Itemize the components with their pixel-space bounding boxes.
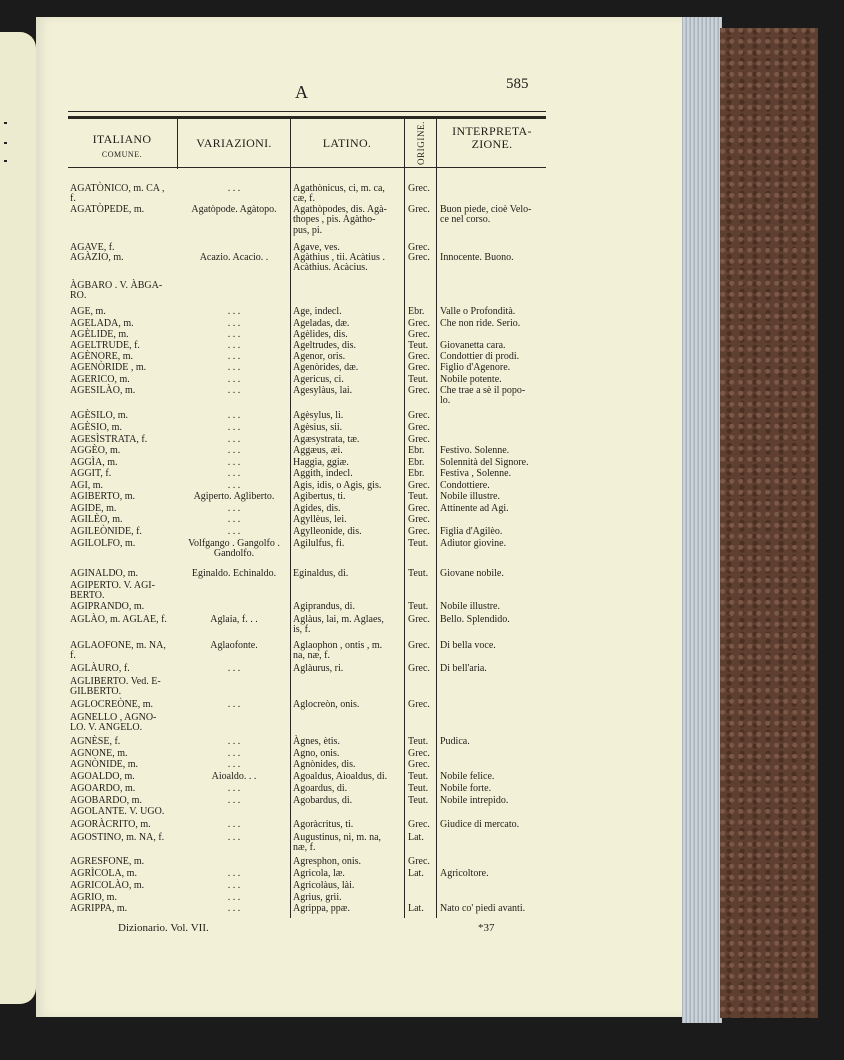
- entry-variazioni: . . .: [227, 306, 241, 317]
- entry-latino: Agenor, oris.: [293, 351, 346, 362]
- entry-interpretazione: Nobile forte.: [440, 783, 492, 794]
- entry-latino: Agnònides, dis.: [293, 759, 356, 770]
- entry-interpretazione: Adiutor giovine.: [440, 538, 507, 549]
- entry-origine: Teut.: [408, 601, 429, 612]
- entry-origine: Teut.: [408, 771, 429, 782]
- entry-origine: Grec.: [408, 329, 430, 340]
- entry-latino: Agrippa, ppæ.: [293, 903, 350, 914]
- entry-interpretazione: Condottiere.: [440, 480, 490, 491]
- entry-interpretazione: Bello. Splendido.: [440, 614, 510, 625]
- entry-variazioni: . . .: [227, 759, 241, 770]
- entry-variazioni: . . .: [227, 868, 241, 879]
- entry-latino: Ageladas, dæ.: [293, 318, 350, 329]
- entry-origine: Grec.: [408, 242, 430, 253]
- entry-origine: Grec.: [408, 819, 430, 830]
- entry-latino: Agilulfus, fi.: [293, 538, 345, 549]
- entry-interpretazione: Pudica.: [440, 736, 470, 747]
- entry-variazioni: . . .: [227, 362, 241, 373]
- entry-italiano: AGNELLO , AGNO- LO. V. ANGELO.: [70, 712, 157, 734]
- column-divider: [436, 118, 437, 918]
- entry-origine: Lat.: [408, 832, 424, 843]
- entry-italiano: AGIDE, m.: [70, 503, 117, 514]
- entry-origine: Grec.: [408, 362, 430, 373]
- entry-interpretazione: Festiva , Solenne.: [440, 468, 512, 479]
- entry-italiano: AGRIO, m.: [70, 892, 117, 903]
- footer-signature: *37: [478, 922, 495, 934]
- entry-variazioni: . . .: [227, 340, 241, 351]
- entry-origine: Grec.: [408, 503, 430, 514]
- column-header-variazioni: VARIAZIONI.: [196, 136, 272, 150]
- entry-italiano: AGE, m.: [70, 306, 106, 317]
- entry-variazioni: . . .: [227, 819, 241, 830]
- column-header-origine-label: ORIGINE.: [416, 120, 426, 166]
- column-header-latino: LATINO.: [322, 136, 372, 150]
- entry-latino: Aggæus, æi.: [293, 445, 343, 456]
- entry-origine: Grec.: [408, 514, 430, 525]
- entry-latino: Agericus, ci.: [293, 374, 344, 385]
- entry-variazioni: Agiperto. Agliberto.: [193, 491, 275, 502]
- entry-variazioni: . . .: [227, 880, 241, 891]
- entry-italiano: ÀGBARO . V. ÀBGA- RO.: [70, 280, 163, 302]
- entry-italiano: AGESÌSTRATA, f.: [70, 434, 148, 445]
- entry-italiano: AGATÒPEDE, m.: [70, 204, 145, 215]
- entry-variazioni: Agatòpode. Agàtopo.: [191, 204, 277, 215]
- entry-origine: Grec.: [408, 204, 430, 215]
- entry-italiano: AGÈSIO, m.: [70, 422, 122, 433]
- entry-italiano: AGINALDO, m.: [70, 568, 139, 579]
- entry-italiano: AGRIPPA, m.: [70, 903, 128, 914]
- entry-latino: Agylleonide, dis.: [293, 526, 362, 537]
- entry-italiano: AGÈNORE, m.: [70, 351, 134, 362]
- entry-latino: Agàthius , tii. Acàtius . Acàthius. Acàcius.: [293, 252, 385, 274]
- entry-origine: Teut.: [408, 795, 429, 806]
- entry-latino: Aglocreòn, onis.: [293, 699, 360, 710]
- entry-interpretazione: Giovane nobile.: [440, 568, 504, 579]
- entry-variazioni: . . .: [227, 445, 241, 456]
- entry-variazioni: . . .: [227, 374, 241, 385]
- entry-variazioni: Acazio. Acacio. .: [199, 252, 269, 263]
- entry-italiano: AGIBERTO, m.: [70, 491, 136, 502]
- entry-origine: Lat.: [408, 868, 424, 879]
- entry-variazioni: . . .: [227, 526, 241, 537]
- entry-origine: Teut.: [408, 736, 429, 747]
- entry-variazioni: . . .: [227, 832, 241, 843]
- entry-latino: Àgnes, ètis.: [293, 736, 340, 747]
- entry-latino: Agoaldus, Aioaldus, di.: [293, 771, 388, 782]
- entry-italiano: AGAVE, f.: [70, 242, 115, 253]
- entry-origine: Grec.: [408, 856, 430, 867]
- entry-italiano: AGILÈO, m.: [70, 514, 123, 525]
- entry-italiano: AGOALDO, m.: [70, 771, 135, 782]
- column-divider: [177, 118, 178, 169]
- column-header-italiano: [70, 133, 174, 161]
- entry-interpretazione: Nobile illustre.: [440, 601, 500, 612]
- entry-latino: Aglàus, lai, m. Aglaes, is, f.: [293, 614, 384, 636]
- entry-italiano: AGOSTINO, m. NA, f.: [70, 832, 165, 843]
- entry-latino: Agathònicus, ci, m. ca, cæ, f.: [293, 183, 385, 205]
- entry-italiano: AGÀZIO, m.: [70, 252, 124, 263]
- entry-interpretazione: Valle o Profondità.: [440, 306, 516, 317]
- entry-interpretazione: Nato co' piedi avanti.: [440, 903, 526, 914]
- column-divider: [404, 118, 405, 918]
- entry-variazioni: . . .: [227, 457, 241, 468]
- entry-italiano: AGRÌCOLA, m.: [70, 868, 137, 879]
- entry-origine: Ebr.: [408, 468, 425, 479]
- entry-latino: Agricola, læ.: [293, 868, 345, 879]
- entry-variazioni: . . .: [227, 736, 241, 747]
- entry-latino: Aggith, indecl.: [293, 468, 353, 479]
- entry-interpretazione: Buon piede, cioè Velo- ce nel corso.: [440, 204, 532, 226]
- entry-italiano: AGOBARDO, m.: [70, 795, 142, 806]
- entry-italiano: AGATÒNICO, m. CA , f.: [70, 183, 165, 205]
- entry-italiano: AGIPERTO. V. AGI- BERTO.: [70, 580, 155, 602]
- entry-interpretazione: Figlio d'Agenore.: [440, 362, 511, 373]
- entry-origine: Teut.: [408, 340, 429, 351]
- column-divider: [290, 118, 291, 918]
- entry-italiano: AGIPRANDO, m.: [70, 601, 145, 612]
- entry-italiano: AGENÒRIDE , m.: [70, 362, 147, 373]
- entry-italiano: AGLÀO, m. AGLAE, f.: [70, 614, 167, 625]
- footer-volume: Dizionario. Vol. VII.: [118, 922, 209, 934]
- entry-origine: Grec.: [408, 252, 430, 263]
- entry-variazioni: . . .: [227, 468, 241, 479]
- entry-interpretazione: Giovanetta cara.: [440, 340, 506, 351]
- entry-interpretazione: Che trae a sè il popo- lo.: [440, 385, 526, 407]
- entry-latino: Agoràcritus, ti.: [293, 819, 354, 830]
- entry-italiano: AGILEÒNIDE, f.: [70, 526, 142, 537]
- entry-variazioni: . . .: [227, 514, 241, 525]
- entry-origine: Grec.: [408, 699, 430, 710]
- entry-latino: Agæsystrata, tæ.: [293, 434, 360, 445]
- entry-latino: Agèsius, sii.: [293, 422, 343, 433]
- entry-origine: Ebr.: [408, 306, 425, 317]
- entry-variazioni: . . .: [227, 422, 241, 433]
- entry-interpretazione: Giudice di mercato.: [440, 819, 520, 830]
- entry-latino: Agides, dis.: [293, 503, 341, 514]
- entry-origine: Teut.: [408, 374, 429, 385]
- entry-variazioni: . . .: [227, 783, 241, 794]
- entry-interpretazione: Nobile potente.: [440, 374, 502, 385]
- entry-interpretazione: Nobile intrepido.: [440, 795, 509, 806]
- header-rule-thick: [68, 116, 546, 119]
- entry-latino: Aglàurus, ri.: [293, 663, 344, 674]
- entry-variazioni: . . .: [227, 699, 241, 710]
- entry-italiano: AGILOLFO, m.: [70, 538, 136, 549]
- entry-italiano: AGGÌA, m.: [70, 457, 118, 468]
- entry-variazioni: . . .: [227, 434, 241, 445]
- entry-origine: Grec.: [408, 480, 430, 491]
- entry-latino: Ageltrudes, dis.: [293, 340, 357, 351]
- entry-variazioni: . . .: [227, 663, 241, 674]
- entry-variazioni: Aioaldo. . .: [211, 771, 257, 782]
- entry-variazioni: . . .: [227, 410, 241, 421]
- entry-italiano: AGELTRUDE, f.: [70, 340, 140, 351]
- entry-latino: Aglaophon , ontis , m. na, næ, f.: [293, 640, 383, 662]
- entry-variazioni: . . .: [227, 351, 241, 362]
- entry-variazioni: Volfgango . Gangolfo . Gandolfo.: [188, 538, 280, 560]
- entry-origine: Grec.: [408, 318, 430, 329]
- entry-interpretazione: Attinente ad Agi.: [440, 503, 509, 514]
- entry-origine: Grec.: [408, 434, 430, 445]
- entry-italiano: AGNÈSE, f.: [70, 736, 121, 747]
- entry-latino: Agoardus, di.: [293, 783, 348, 794]
- book-cover: [720, 28, 818, 1018]
- entry-latino: Agèlides, dis.: [293, 329, 348, 340]
- entry-italiano: AGNONE, m.: [70, 748, 128, 759]
- entry-italiano: AGRICOLÀO, m.: [70, 880, 145, 891]
- entry-origine: Teut.: [408, 491, 429, 502]
- entry-latino: Agesylàus, lai.: [293, 385, 353, 396]
- entry-latino: Agiprandus, di.: [293, 601, 355, 612]
- entry-italiano: AGERICO, m.: [70, 374, 130, 385]
- entry-variazioni: . . .: [227, 329, 241, 340]
- entry-variazioni: . . .: [227, 748, 241, 759]
- entry-origine: Ebr.: [408, 445, 425, 456]
- entry-italiano: AGGÈO, m.: [70, 445, 121, 456]
- entry-latino: Agibertus, ti.: [293, 491, 346, 502]
- entry-italiano: AGLIBERTO. Ved. E- GILBERTO.: [70, 676, 161, 698]
- entry-origine: Grec.: [408, 759, 430, 770]
- entry-interpretazione: Figlia d'Agilèo.: [440, 526, 503, 537]
- entry-variazioni: . . .: [227, 503, 241, 514]
- entry-variazioni: . . .: [227, 892, 241, 903]
- entry-italiano: AGI, m.: [70, 480, 104, 491]
- entry-origine: Lat.: [408, 903, 424, 914]
- column-header-origine: [407, 118, 435, 168]
- entry-italiano: AGELADA, m.: [70, 318, 134, 329]
- entry-interpretazione: Nobile felice.: [440, 771, 495, 782]
- entry-origine: Teut.: [408, 783, 429, 794]
- entry-latino: Agno, onis.: [293, 748, 340, 759]
- entry-latino: Agricolàus, lài.: [293, 880, 355, 891]
- entry-interpretazione: Innocente. Buono.: [440, 252, 514, 263]
- entry-interpretazione: Di bell'aria.: [440, 663, 487, 674]
- entry-latino: Agresphon, onis.: [293, 856, 362, 867]
- page-edges: [682, 17, 722, 1023]
- entry-variazioni: Eginaldo. Echinaldo.: [191, 568, 277, 579]
- entry-italiano: AGLOCREÒNE, m.: [70, 699, 154, 710]
- section-letter: A: [295, 82, 308, 102]
- entry-latino: Haggia, ggiæ.: [293, 457, 349, 468]
- entry-latino: Agèsylus, li.: [293, 410, 344, 421]
- entry-variazioni: . . .: [227, 385, 241, 396]
- entry-interpretazione: Di bella voce.: [440, 640, 496, 651]
- entry-variazioni: Aglaofonte.: [210, 640, 258, 651]
- entry-origine: Teut.: [408, 538, 429, 549]
- entry-variazioni: . . .: [227, 795, 241, 806]
- entry-origine: Grec.: [408, 526, 430, 537]
- entry-italiano: AGLÀURO, f.: [70, 663, 130, 674]
- entry-origine: Grec.: [408, 351, 430, 362]
- entry-latino: Agrius, grii.: [293, 892, 342, 903]
- entry-origine: Grec.: [408, 385, 430, 396]
- entry-variazioni: . . .: [227, 183, 241, 194]
- entry-latino: Agenòrides, dæ.: [293, 362, 359, 373]
- entry-italiano: AGOARDO, m.: [70, 783, 136, 794]
- entry-italiano: AGESILÀO, m.: [70, 385, 136, 396]
- entry-variazioni: Aglaia, f. . .: [210, 614, 258, 625]
- entry-origine: Grec.: [408, 422, 430, 433]
- entry-interpretazione: Nobile illustre.: [440, 491, 500, 502]
- entry-variazioni: . . .: [227, 318, 241, 329]
- page-number: 585: [506, 76, 529, 92]
- entry-origine: Grec.: [408, 640, 430, 651]
- entry-italiano: AGÈSILO, m.: [70, 410, 129, 421]
- entry-latino: Age, indecl.: [293, 306, 342, 317]
- entry-interpretazione: Festivo. Solenne.: [440, 445, 510, 456]
- previous-page-edge: [0, 32, 36, 1004]
- entry-italiano: AGORÀCRITO, m.: [70, 819, 151, 830]
- entry-origine: Grec.: [408, 663, 430, 674]
- entry-variazioni: . . .: [227, 480, 241, 491]
- entry-italiano: AGGIT, f.: [70, 468, 112, 479]
- column-header-italiano-sub: COMUNE.: [101, 150, 143, 159]
- entry-origine: Ebr.: [408, 457, 425, 468]
- entry-italiano: AGOLANTE. V. UGO.: [70, 806, 165, 817]
- entry-interpretazione: Condottier di prodi.: [440, 351, 520, 362]
- entry-latino: Agathòpodes, dis. Agà- thopes , pis. Agàtho- pus, pi.: [293, 204, 387, 236]
- entry-origine: Grec.: [408, 748, 430, 759]
- entry-latino: Augustinus, ni, m. na, næ, f.: [293, 832, 382, 854]
- entry-latino: Agyllèus, lei.: [293, 514, 347, 525]
- entry-origine: Grec.: [408, 410, 430, 421]
- entry-italiano: AGÈLIDE, m.: [70, 329, 129, 340]
- entry-italiano: AGRESFONE, m.: [70, 856, 145, 867]
- entry-latino: Agave, ves.: [293, 242, 340, 253]
- entry-origine: Grec.: [408, 614, 430, 625]
- header-rule-top: [68, 111, 546, 112]
- entry-italiano: AGLAOFONE, m. NA, f.: [70, 640, 166, 662]
- entry-interpretazione: Agricoltore.: [440, 868, 489, 879]
- entry-latino: Eginaldus, di.: [293, 568, 349, 579]
- entry-italiano: AGNÒNIDE, m.: [70, 759, 139, 770]
- entry-latino: Agobardus, di.: [293, 795, 353, 806]
- entry-latino: Agis, idis, o Agis, gis.: [293, 480, 382, 491]
- column-header-interpretazione: INTERPRETA- ZIONE.: [452, 124, 532, 151]
- entry-interpretazione: Solennità del Signore.: [440, 457, 529, 468]
- entry-variazioni: . . .: [227, 903, 241, 914]
- entry-interpretazione: Che non ride. Serio.: [440, 318, 521, 329]
- column-header-italiano-label: ITALIANO: [92, 132, 152, 146]
- entry-origine: Teut.: [408, 568, 429, 579]
- header-rule-bottom: [68, 167, 546, 168]
- entry-origine: Grec.: [408, 183, 430, 194]
